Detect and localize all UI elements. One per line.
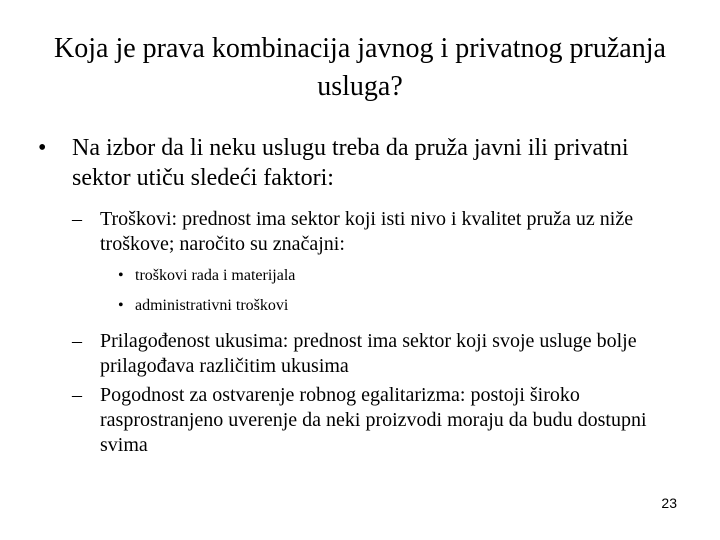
dash-marker: – [72,208,82,230]
dash-marker: – [72,384,82,406]
factor-text: Prilagođenost ukusima: prednost ima sektor koji svoje usluge bolje prilagođava različitim ukusima [100,330,637,377]
list-item-sub [118,266,688,286]
bullet-marker: • [118,297,124,314]
sub-item-text: administrativni troškovi [135,297,289,314]
list-item-factor-tastes [72,329,688,379]
factor-text: Pogodnost za ostvarenje robnog egalitarizma: postoji široko rasprostranjeno uverenje da neki proizvodi moraju da budu dostupni svima [100,384,647,456]
list-item-factor-costs [72,207,688,257]
main-point-text: Na izbor da li neku uslugu treba da pruža javni ili privatni sektor utiču sledeći faktori: [72,135,629,191]
factor-text: Troškovi: prednost ima sektor koji isti nivo i kvalitet pruža uz niže troškove; naročito su značajni: [100,208,634,255]
page-number: 23 [661,495,677,511]
slide-title: Koja je prava kombinacija javnog i privatnog pružanja usluga? [54,33,666,102]
list-item-main [38,133,688,193]
sub-item-text: troškovi rada i materijala [135,267,296,284]
dash-marker: – [72,330,82,352]
list-item-factor-egalitarianism [72,383,688,458]
bullet-marker: • [38,135,47,161]
bullet-marker: • [118,267,124,284]
bullet-list [38,133,688,458]
list-item-sub [118,296,688,316]
